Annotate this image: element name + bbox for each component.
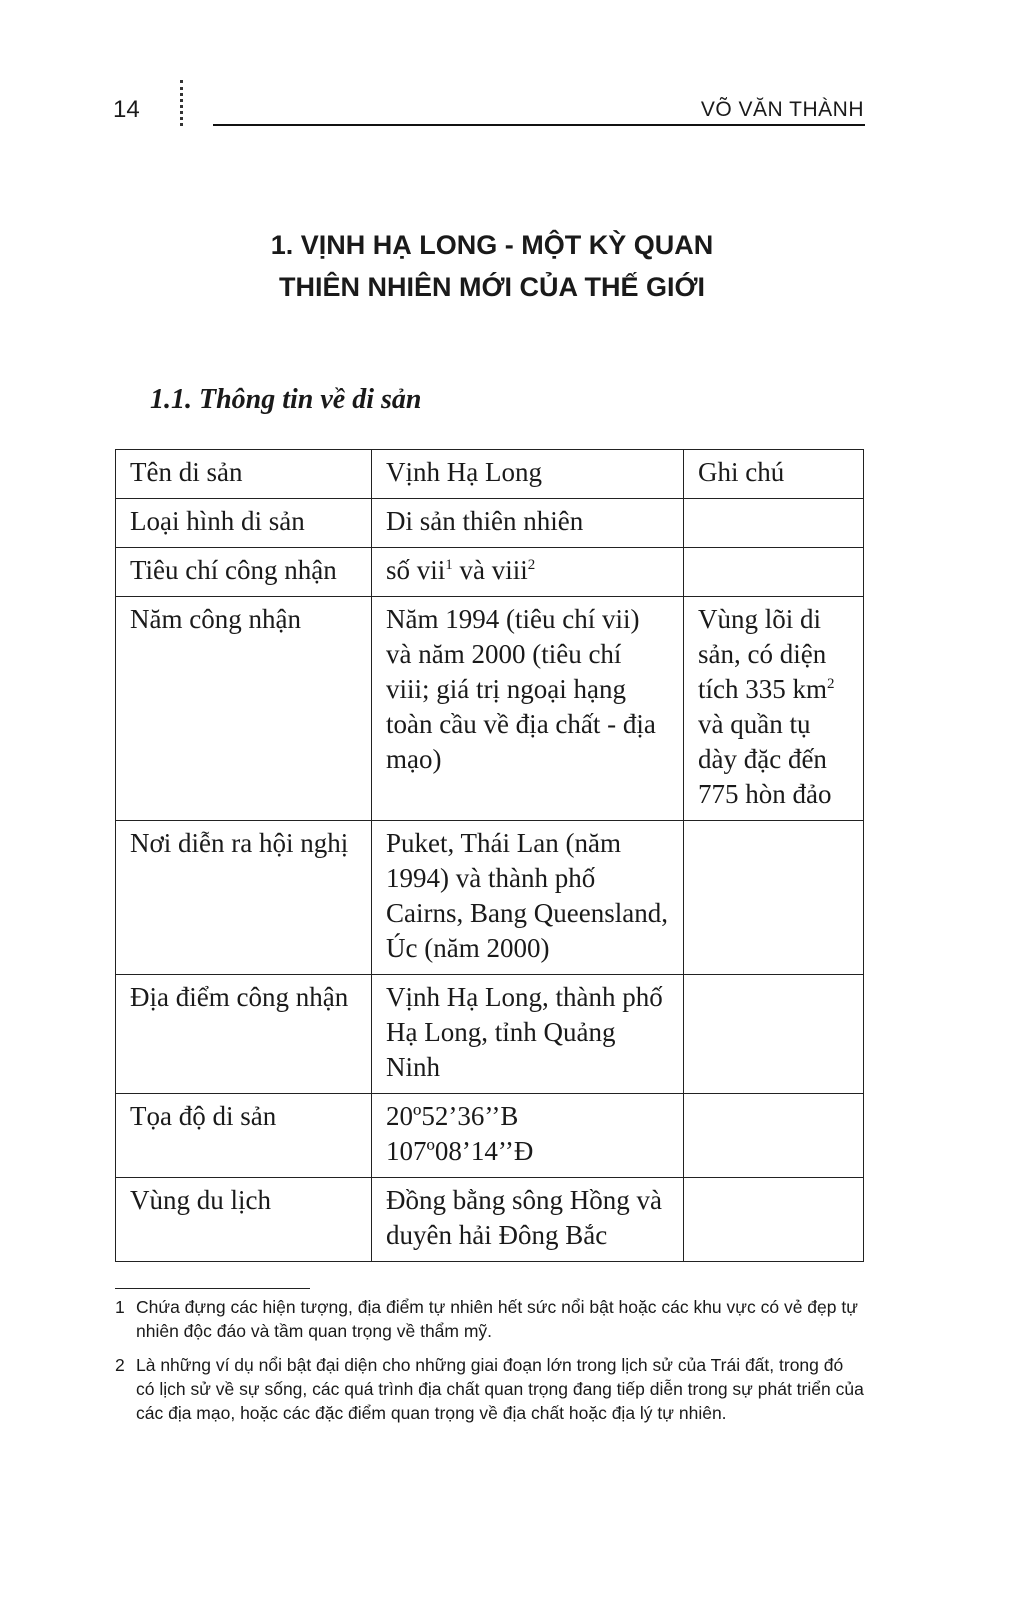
table-row — [116, 597, 864, 821]
table-cell — [684, 499, 864, 548]
table-cell — [684, 597, 864, 821]
table-cell: 20º52’36’’B 107º08’14’’Đ — [372, 1094, 684, 1178]
footnote-ref: 2 — [527, 557, 536, 573]
table-cell — [684, 1094, 864, 1178]
table-cell: Di sản thiên nhiên — [372, 499, 684, 548]
table-cell: Nơi diễn ra hội nghị — [116, 821, 372, 975]
table-cell: Puket, Thái Lan (năm 1994) và thành phố Cairns, Bang Queensland, Úc (năm 2000) — [372, 821, 684, 975]
footnote-2 — [115, 1353, 865, 1425]
table-row — [116, 975, 864, 1094]
table-cell — [684, 975, 864, 1094]
footnote-number: 2 — [115, 1355, 125, 1375]
table-cell: Vùng du lịch — [116, 1178, 372, 1262]
footnote-separator — [115, 1288, 310, 1289]
chapter-title-line-1: 1. VỊNH HẠ LONG - MỘT KỲ QUAN — [270, 230, 714, 260]
footnote-text: Chứa đựng các hiện tượng, địa điểm tự nhiên hết sức nổi bật hoặc các khu vực có vẻ đẹp tự nhiên độc đáo và tầm quan trọng về thẩm mỹ. — [136, 1297, 858, 1341]
running-header-author: VÕ VĂN THÀNH — [700, 98, 864, 121]
header-divider — [180, 80, 186, 126]
table-cell: Vịnh Hạ Long, thành phố Hạ Long, tỉnh Quảng Ninh — [372, 975, 684, 1094]
cell-text: số vii — [386, 555, 446, 585]
cell-text: và quần tụ dày đặc đến 775 hòn đảo — [698, 709, 832, 809]
table-row — [116, 548, 864, 597]
table-cell: Địa điểm công nhận — [116, 975, 372, 1094]
table-cell — [372, 548, 684, 597]
footnote-1 — [115, 1295, 865, 1343]
header-rule — [213, 124, 865, 126]
footnote-ref: 1 — [445, 557, 453, 573]
section-heading: 1.1. Thông tin về di sản — [150, 384, 422, 415]
cell-text: và viii — [459, 555, 528, 585]
table-cell: Tọa độ di sản — [116, 1094, 372, 1178]
table-cell — [684, 1178, 864, 1262]
table-cell: Tiêu chí công nhận — [116, 548, 372, 597]
heritage-info-table — [115, 449, 864, 1262]
table-row — [116, 1178, 864, 1262]
cell-text: Vùng lõi di sản, có diện tích 335 km — [698, 604, 827, 704]
table-cell: Tên di sản — [116, 450, 372, 499]
table-cell — [684, 548, 864, 597]
chapter-title-line-2: THIÊN NHIÊN MỚI CỦA THẾ GIỚI — [278, 272, 706, 302]
superscript: 2 — [827, 676, 835, 692]
table-cell — [684, 821, 864, 975]
table-row — [116, 450, 864, 499]
table-cell: Đồng bằng sông Hồng và duyên hải Đông Bắc — [372, 1178, 684, 1262]
footnote-text: Là những ví dụ nổi bật đại diện cho những giai đoạn lớn trong lịch sử của Trái đất, trong đó có lịch sử về sự sống, các quá trình địa chất quan trọng đang tiếp diễn trong sự phát triển của các địa mạo, hoặc các đặc điểm quan trọng về địa chất hoặc địa lý tự nhiên. — [136, 1355, 864, 1423]
table-row — [116, 1094, 864, 1178]
table-cell: Ghi chú — [684, 450, 864, 499]
table-cell: Loại hình di sản — [116, 499, 372, 548]
table-cell: Năm công nhận — [116, 597, 372, 821]
table-row — [116, 499, 864, 548]
table-cell: Năm 1994 (tiêu chí vii) và năm 2000 (tiêu chí viii; giá trị ngoại hạng toàn cầu về địa chất - địa mạo) — [372, 597, 684, 821]
page-number: 14 — [113, 96, 140, 123]
footnote-number: 1 — [115, 1297, 125, 1317]
table-row — [116, 821, 864, 975]
table-cell: Vịnh Hạ Long — [372, 450, 684, 499]
